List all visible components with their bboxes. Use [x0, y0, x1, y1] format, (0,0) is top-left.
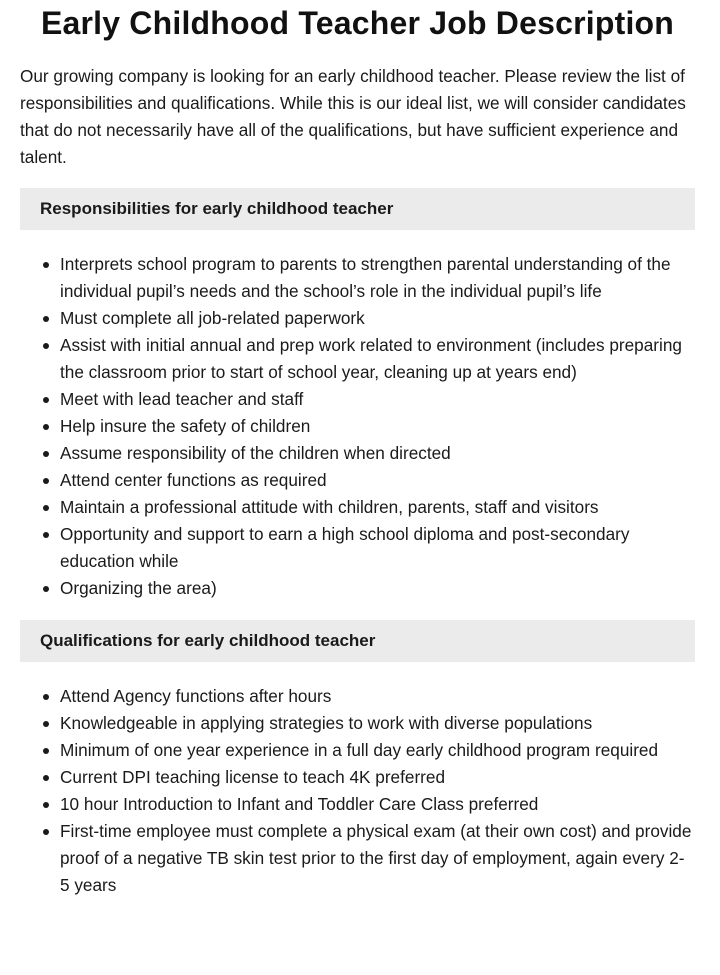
list-item-text: Must complete all job-related paperwork — [60, 308, 365, 328]
list-item — [60, 251, 695, 305]
list-item-text: Attend center functions as required — [60, 470, 327, 490]
bullet-icon — [43, 532, 49, 538]
list-item — [60, 332, 695, 386]
list-item — [60, 305, 695, 332]
bullet-icon — [43, 721, 49, 727]
bullet-icon — [43, 316, 49, 322]
page-title: Early Childhood Teacher Job Description — [40, 5, 675, 41]
bullet-icon — [43, 478, 49, 484]
list-item — [60, 737, 695, 764]
list-item — [60, 467, 695, 494]
bullet-icon — [43, 586, 49, 592]
list-item-text: Attend Agency functions after hours — [60, 686, 332, 706]
list-item — [60, 413, 695, 440]
bullet-icon — [43, 505, 49, 511]
list-item — [60, 575, 695, 602]
bullet-icon — [43, 748, 49, 754]
list-item — [60, 494, 695, 521]
list-item — [60, 791, 695, 818]
list-item-text: Knowledgeable in applying strategies to work with diverse populations — [60, 713, 593, 733]
list-item-text: Assist with initial annual and prep work related to environment (includes preparing the classroom prior to start of school year, cleaning up at years end) — [60, 335, 682, 382]
list-item-text: Help insure the safety of children — [60, 416, 311, 436]
bullet-icon — [43, 343, 49, 349]
list-item-text: Current DPI teaching license to teach 4K preferred — [60, 767, 446, 787]
list-item — [60, 764, 695, 791]
list-item-text: Opportunity and support to earn a high school diploma and post-secondary education while — [60, 524, 630, 571]
list-item-text: First-time employee must complete a physical exam (at their own cost) and provide proof of a negative TB skin test prior to the first day of employment, again every 2- 5 years — [60, 821, 692, 895]
bullet-icon — [43, 397, 49, 403]
responsibilities-list — [20, 251, 695, 602]
responsibilities-heading: Responsibilities for early childhood teacher — [20, 188, 695, 230]
list-item-text: Assume responsibility of the children when directed — [60, 443, 451, 463]
list-item — [60, 521, 695, 575]
bullet-icon — [43, 829, 49, 835]
bullet-icon — [43, 262, 49, 268]
qualifications-list — [20, 683, 695, 899]
bullet-icon — [43, 694, 49, 700]
qualifications-heading: Qualifications for early childhood teacher — [20, 620, 695, 662]
list-item — [60, 818, 695, 899]
bullet-icon — [43, 775, 49, 781]
intro-paragraph: Our growing company is looking for an early childhood teacher. Please review the list of responsibilities and qualifications. While this is our ideal list, we will consider candidates that do not necessarily have all of the qualifications, but have sufficient experience and talent. — [20, 66, 686, 167]
list-item — [60, 386, 695, 413]
list-item-text: 10 hour Introduction to Infant and Toddler Care Class preferred — [60, 794, 539, 814]
bullet-icon — [43, 802, 49, 808]
list-item-text: Interprets school program to parents to strengthen parental understanding of the individual pupil’s needs and the school’s role in the individual pupil’s life — [60, 254, 671, 301]
list-item-text: Minimum of one year experience in a full day early childhood program required — [60, 740, 659, 760]
bullet-icon — [43, 451, 49, 457]
list-item-text: Meet with lead teacher and staff — [60, 389, 304, 409]
list-item-text: Maintain a professional attitude with children, parents, staff and visitors — [60, 497, 599, 517]
list-item — [60, 710, 695, 737]
list-item-text: Organizing the area) — [60, 578, 217, 598]
list-item — [60, 683, 695, 710]
list-item — [60, 440, 695, 467]
bullet-icon — [43, 424, 49, 430]
